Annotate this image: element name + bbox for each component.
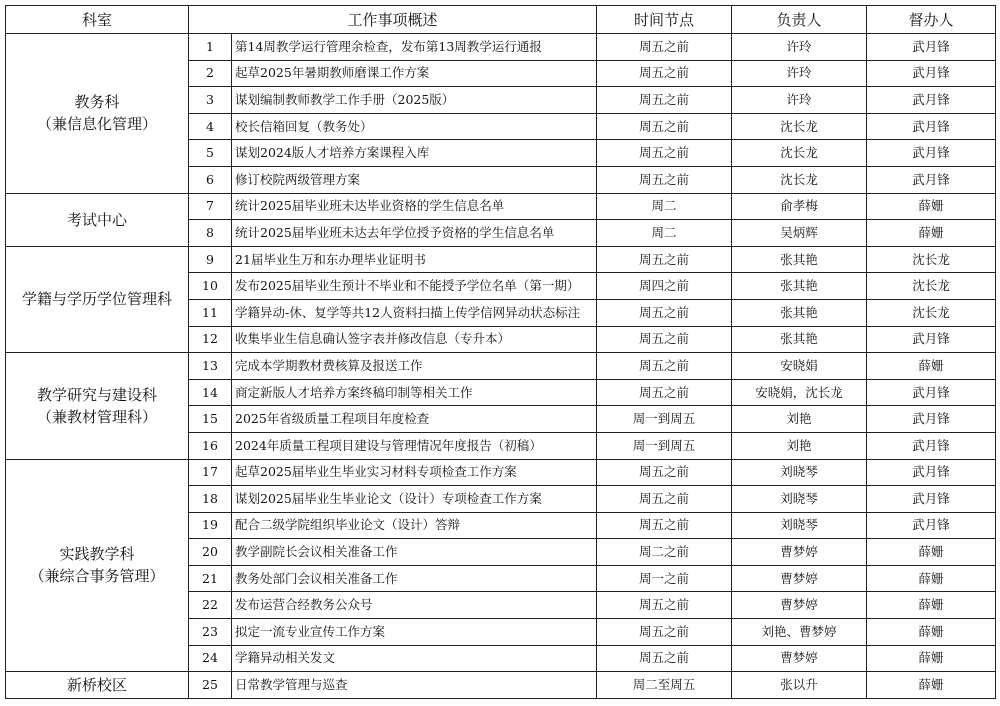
item-owner: 曹梦婷 — [732, 565, 867, 592]
item-description: 谋划2024版人才培养方案课程入库 — [232, 140, 597, 167]
item-supervisor: 薛姗 — [867, 619, 996, 646]
item-description: 2024年质量工程项目建设与管理情况年度报告（初稿） — [232, 432, 597, 459]
item-supervisor: 武月锋 — [867, 326, 996, 353]
item-number: 15 — [189, 406, 232, 433]
item-description: 第14周教学运行管理余检查，发布第13周教学运行通报 — [232, 34, 597, 61]
item-number: 3 — [189, 87, 232, 114]
item-supervisor: 武月锋 — [867, 87, 996, 114]
item-owner: 刘艳 — [732, 406, 867, 433]
item-supervisor: 薛姗 — [867, 645, 996, 672]
item-deadline: 周五之前 — [597, 246, 732, 273]
item-deadline: 周五之前 — [597, 34, 732, 61]
item-description: 修订校院两级管理方案 — [232, 166, 597, 193]
department-cell — [6, 353, 189, 459]
item-description: 完成本学期教材费核算及报送工作 — [232, 353, 597, 380]
item-description: 起草2025届毕业生毕业实习材料专项检查工作方案 — [232, 459, 597, 486]
item-owner: 张其艳 — [732, 326, 867, 353]
item-number: 13 — [189, 353, 232, 380]
item-supervisor: 薛姗 — [867, 539, 996, 566]
item-supervisor: 沈长龙 — [867, 299, 996, 326]
item-owner: 刘晓琴 — [732, 459, 867, 486]
item-description: 发布运营合经教务公众号 — [232, 592, 597, 619]
header-description: 工作事项概述 — [189, 6, 597, 34]
item-number: 19 — [189, 512, 232, 539]
table-body — [6, 34, 996, 699]
item-number: 12 — [189, 326, 232, 353]
department-name-line: （兼信息化管理） — [36, 115, 157, 134]
item-supervisor: 武月锋 — [867, 60, 996, 87]
header-supervisor: 督办人 — [867, 6, 996, 34]
item-number: 18 — [189, 486, 232, 513]
item-owner: 安晓娟，沈长龙 — [732, 379, 867, 406]
item-owner: 张其艳 — [732, 246, 867, 273]
item-number: 21 — [189, 565, 232, 592]
header-dept: 科室 — [6, 6, 189, 34]
item-deadline: 周二 — [597, 193, 732, 220]
item-number: 24 — [189, 645, 232, 672]
header-time: 时间节点 — [597, 6, 732, 34]
item-owner: 曹梦婷 — [732, 539, 867, 566]
item-number: 1 — [189, 34, 232, 61]
item-description: 教务处部门会议相关准备工作 — [232, 565, 597, 592]
department-cell — [6, 672, 189, 699]
item-deadline: 周五之前 — [597, 299, 732, 326]
item-deadline: 周二之前 — [597, 539, 732, 566]
item-deadline: 周五之前 — [597, 619, 732, 646]
department-name-line: 新桥校区 — [66, 676, 127, 695]
item-owner: 沈长龙 — [732, 113, 867, 140]
item-number: 9 — [189, 246, 232, 273]
item-supervisor: 武月锋 — [867, 379, 996, 406]
item-deadline: 周一到周五 — [597, 406, 732, 433]
item-supervisor: 沈长龙 — [867, 246, 996, 273]
item-description: 学籍异动-休、复学等共12人资料扫描上传学信网异动状态标注 — [232, 299, 597, 326]
item-owner: 曹梦婷 — [732, 645, 867, 672]
item-deadline: 周五之前 — [597, 60, 732, 87]
item-owner: 刘艳、曹梦婷 — [732, 619, 867, 646]
department-cell — [6, 459, 189, 672]
item-owner: 张其艳 — [732, 273, 867, 300]
item-supervisor: 薛姗 — [867, 565, 996, 592]
item-owner: 刘艳 — [732, 432, 867, 459]
item-deadline: 周五之前 — [597, 353, 732, 380]
item-supervisor: 薛姗 — [867, 592, 996, 619]
item-number: 11 — [189, 299, 232, 326]
item-owner: 刘晓琴 — [732, 512, 867, 539]
item-description: 校长信箱回复（教务处） — [232, 113, 597, 140]
item-supervisor: 薛姗 — [867, 672, 996, 699]
department-cell — [6, 193, 189, 246]
item-supervisor: 薛姗 — [867, 220, 996, 247]
item-deadline: 周四之前 — [597, 273, 732, 300]
item-number: 5 — [189, 140, 232, 167]
item-description: 统计2025届毕业班未达毕业资格的学生信息名单 — [232, 193, 597, 220]
item-deadline: 周五之前 — [597, 379, 732, 406]
department-cell — [6, 246, 189, 352]
item-description: 起草2025年暑期教师磨课工作方案 — [232, 60, 597, 87]
item-description: 发布2025届毕业生预计不毕业和不能授予学位名单（第一期） — [232, 273, 597, 300]
item-owner: 沈长龙 — [732, 166, 867, 193]
department-name-line: 教务科 — [74, 93, 120, 112]
item-description: 谋划编制教师教学工作手册（2025版） — [232, 87, 597, 114]
table-row — [6, 246, 996, 273]
department-name-line: 教学研究与建设科 — [36, 385, 157, 404]
item-number: 8 — [189, 220, 232, 247]
item-supervisor: 沈长龙 — [867, 273, 996, 300]
item-deadline: 周五之前 — [597, 113, 732, 140]
item-number: 10 — [189, 273, 232, 300]
item-deadline: 周五之前 — [597, 166, 732, 193]
item-number: 17 — [189, 459, 232, 486]
table-row — [6, 672, 996, 699]
item-owner: 曹梦婷 — [732, 592, 867, 619]
item-description: 教学副院长会议相关准备工作 — [232, 539, 597, 566]
item-deadline: 周五之前 — [597, 87, 732, 114]
item-deadline: 周五之前 — [597, 140, 732, 167]
item-deadline: 周二 — [597, 220, 732, 247]
item-owner: 许玲 — [732, 34, 867, 61]
item-owner: 吴炳辉 — [732, 220, 867, 247]
item-description: 配合二级学院组织毕业论文（设计）答辩 — [232, 512, 597, 539]
item-supervisor: 武月锋 — [867, 113, 996, 140]
table-row — [6, 193, 996, 220]
item-supervisor: 武月锋 — [867, 459, 996, 486]
item-description: 拟定一流专业宣传工作方案 — [232, 619, 597, 646]
item-supervisor: 武月锋 — [867, 34, 996, 61]
item-description: 统计2025届毕业班未达去年学位授予资格的学生信息名单 — [232, 220, 597, 247]
item-number: 6 — [189, 166, 232, 193]
item-description: 学籍异动相关发文 — [232, 645, 597, 672]
item-supervisor: 武月锋 — [867, 512, 996, 539]
work-schedule-table — [5, 5, 996, 699]
item-number: 23 — [189, 619, 232, 646]
item-deadline: 周五之前 — [597, 512, 732, 539]
item-supervisor: 薛姗 — [867, 193, 996, 220]
header-owner: 负责人 — [732, 6, 867, 34]
item-supervisor: 薛姗 — [867, 353, 996, 380]
item-owner: 俞孝梅 — [732, 193, 867, 220]
table-row — [6, 353, 996, 380]
item-supervisor: 武月锋 — [867, 432, 996, 459]
item-number: 25 — [189, 672, 232, 699]
item-owner: 张其艳 — [732, 299, 867, 326]
item-deadline: 周五之前 — [597, 486, 732, 513]
item-deadline: 周五之前 — [597, 592, 732, 619]
department-name-line: （兼综合事务管理） — [29, 567, 165, 586]
item-deadline: 周五之前 — [597, 326, 732, 353]
table-row — [6, 459, 996, 486]
item-deadline: 周五之前 — [597, 459, 732, 486]
item-deadline: 周五之前 — [597, 645, 732, 672]
item-number: 4 — [189, 113, 232, 140]
item-description: 2025年省级质量工程项目年度检查 — [232, 406, 597, 433]
item-owner: 刘晓琴 — [732, 486, 867, 513]
item-supervisor: 武月锋 — [867, 486, 996, 513]
department-cell — [6, 34, 189, 194]
item-description: 日常教学管理与巡查 — [232, 672, 597, 699]
item-owner: 许玲 — [732, 60, 867, 87]
header-row — [6, 6, 996, 34]
item-number: 20 — [189, 539, 232, 566]
department-name-line: 学籍与学历学位管理科 — [21, 290, 172, 309]
item-number: 2 — [189, 60, 232, 87]
item-number: 22 — [189, 592, 232, 619]
table-row — [6, 34, 996, 61]
item-description: 谋划2025届毕业生毕业论文（设计）专项检查工作方案 — [232, 486, 597, 513]
item-deadline: 周二至周五 — [597, 672, 732, 699]
department-name-line: 考试中心 — [66, 210, 127, 229]
item-owner: 沈长龙 — [732, 140, 867, 167]
item-supervisor: 武月锋 — [867, 140, 996, 167]
item-supervisor: 武月锋 — [867, 166, 996, 193]
department-name-line: （兼教材管理科） — [36, 407, 157, 426]
item-deadline: 周一之前 — [597, 565, 732, 592]
item-description: 商定新版人才培养方案终稿印制等相关工作 — [232, 379, 597, 406]
item-number: 14 — [189, 379, 232, 406]
item-description: 21届毕业生万和东办理毕业证明书 — [232, 246, 597, 273]
item-deadline: 周一到周五 — [597, 432, 732, 459]
item-number: 16 — [189, 432, 232, 459]
item-owner: 许玲 — [732, 87, 867, 114]
item-description: 收集毕业生信息确认签字表并修改信息（专升本） — [232, 326, 597, 353]
item-owner: 安晓娟 — [732, 353, 867, 380]
item-number: 7 — [189, 193, 232, 220]
item-owner: 张以升 — [732, 672, 867, 699]
department-name-line: 实践教学科 — [59, 545, 135, 564]
item-supervisor: 武月锋 — [867, 406, 996, 433]
